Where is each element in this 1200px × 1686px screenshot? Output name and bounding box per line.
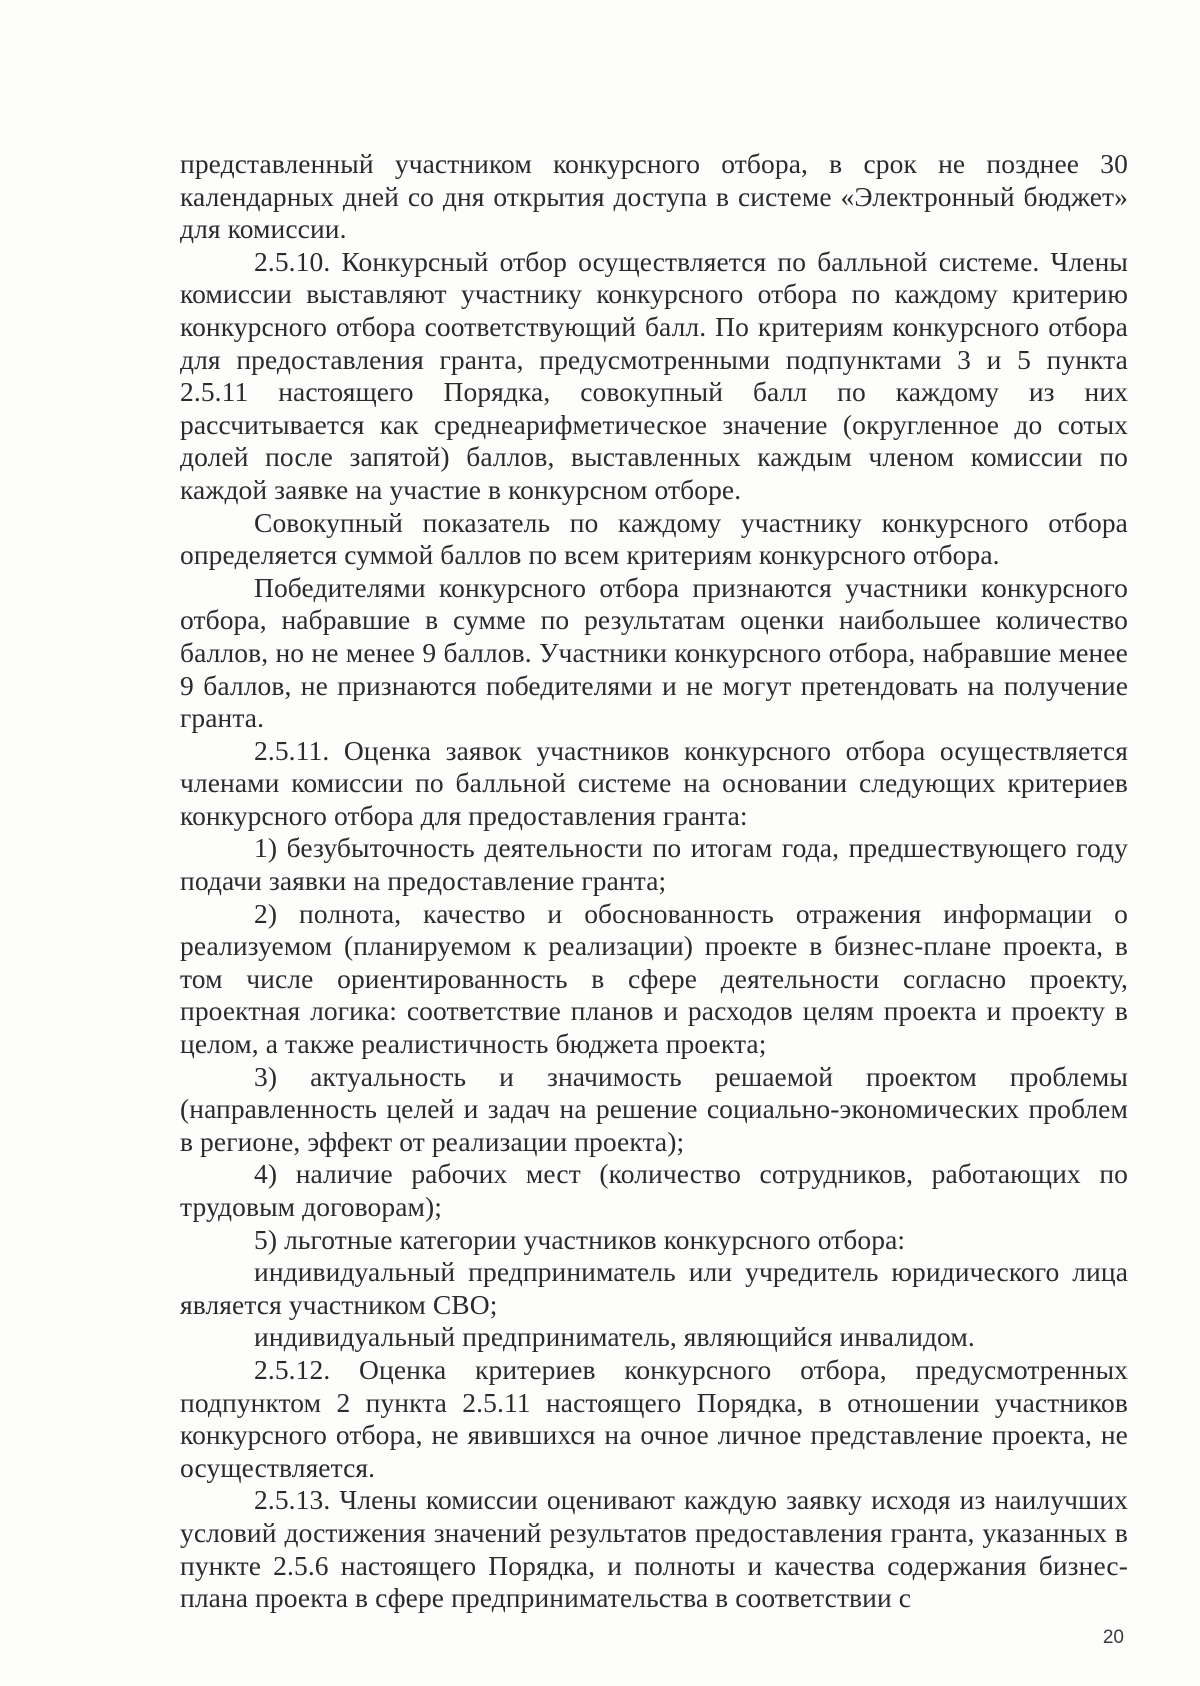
document-body <box>180 148 1128 1615</box>
paragraph-2-5-10: 2.5.10. Конкурсный отбор осуществляется по балльной системе. Члены комиссии выставляют участнику конкурсного отбора по каждому критерию конкурсного отбора соответствующий балл. По критериям конкурсного отбора для предоставления гранта, предусмотренными подпунктами 3 и 5 пункта 2.5.11 настоящего Порядка, совокупный балл по каждому из них рассчитывается как среднеарифметическое значение (округленное до сотых долей после запятой) баллов, выставленных каждым членом комиссии по каждой заявке на участие в конкурсном отборе. <box>180 245 1128 505</box>
criterion-5: 5) льготные категории участников конкурсного отбора: <box>254 1223 906 1255</box>
criterion-5-item-svo: индивидуальный предприниматель или учредитель юридического лица является участником СВО; <box>180 1256 1128 1320</box>
paragraph-2-5-12: 2.5.12. Оценка критериев конкурсного отбора, предусмотренных подпунктом 2 пункта 2.5.11 настоящего Порядка, в отношении участников конкурсного отбора, не явившихся на очное личное представление проекта, не осуществляется. <box>180 1353 1128 1483</box>
paragraph-2-5-13: 2.5.13. Члены комиссии оценивают каждую заявку исходя из наилучших условий достижения значений результатов предоставления гранта, указанных в пункте 2.5.6 настоящего Порядка, и полноты и качества содержания бизнес-плана проекта в сфере предпринимательства в соответствии с <box>180 1484 1128 1614</box>
criterion-2: 2) полнота, качество и обоснованность отражения информации о реализуемом (планируемом к реализации) проекте в бизнес-плане проекта, в том числе ориентированность в сфере деятельности согласно проекту, проектная логика: соответствие планов и расходов целям проекта и проекту в целом, а также реалистичность бюджета проекта; <box>180 897 1128 1060</box>
page-number: 20 <box>1102 1627 1124 1648</box>
paragraph-continuation: представленный участником конкурсного отбора, в срок не позднее 30 календарных дней со дня открытия доступа в системе «Электронный бюджет» для комиссии. <box>180 148 1128 245</box>
criterion-5-item-disabled: индивидуальный предприниматель, являющийся инвалидом. <box>254 1321 975 1353</box>
criterion-4: 4) наличие рабочих мест (количество сотрудников, работающих по трудовым договорам); <box>180 1158 1128 1222</box>
criterion-3: 3) актуальность и значимость решаемой проектом проблемы (направленность целей и задач на решение социально-экономических проблем в регионе, эффект от реализации проекта); <box>180 1060 1128 1157</box>
paragraph-winners: Победителями конкурсного отбора признаются участники конкурсного отбора, набравшие в сумме по результатам оценки наибольшее количество баллов, но не менее 9 баллов. Участники конкурсного отбора, набравшие менее 9 баллов, не признаются победителями и не могут претендовать на получение гранта. <box>180 571 1128 734</box>
criterion-1: 1) безубыточность деятельности по итогам года, предшествующего году подачи заявки на предоставление гранта; <box>180 832 1128 897</box>
paragraph-total-score: Совокупный показатель по каждому участнику конкурсного отбора определяется суммой баллов по всем критериям конкурсного отбора. <box>180 506 1128 571</box>
paragraph-2-5-11: 2.5.11. Оценка заявок участников конкурсного отбора осуществляется членами комиссии по балльной системе на основании следующих критериев конкурсного отбора для предоставления гранта: <box>180 734 1128 831</box>
